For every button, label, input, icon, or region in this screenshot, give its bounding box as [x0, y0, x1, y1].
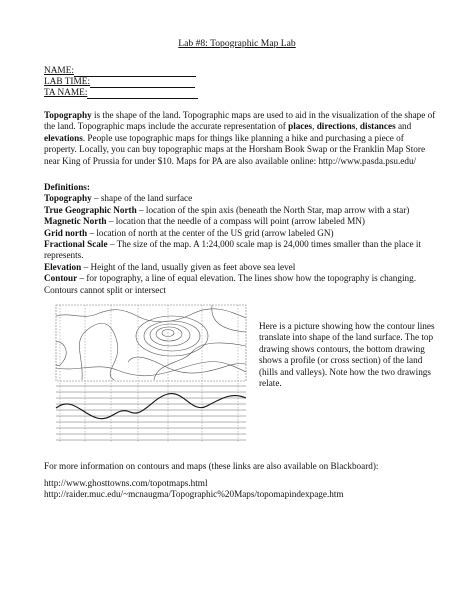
definition-term: True Geographic North — [44, 204, 137, 215]
definition-item — [44, 262, 444, 273]
intro-paragraph — [44, 110, 436, 167]
definition-item — [44, 273, 444, 296]
definition-item — [44, 193, 444, 204]
profile-line — [56, 394, 246, 419]
intro-sep-1: , — [312, 121, 317, 132]
definition-text: – Height of the land, usually given as feet above sea level — [81, 261, 296, 272]
contour-map-drawing — [56, 305, 246, 381]
link-raider-muc[interactable]: http://raider.muc.edu/~mcnaugma/Topographic%20Maps/topomapindexpage.htm — [44, 489, 344, 500]
definition-text: – shape of the land surface — [91, 193, 193, 204]
definition-text: – location that the needle of a compass will point (arrow labeled MN) — [106, 216, 365, 227]
definition-item — [44, 216, 444, 227]
intro-text-2: . People use topographic maps for things like planning a hike and purchasing a piece of property. Locally, you can buy topographic maps at the Horsham Book Swap or the Franklin Map Store near King of Prussia for under $10. Maps for PA are also available online: http://www.pasda.psu.edu/ — [44, 132, 426, 166]
figure-caption: Here is a picture showing how the contour lines translate into shape of the land surface. The top drawing shows contours, the bottom drawing shows a profile (or cross section) of the land (hills and valleys). Note how the two drawings relate. — [259, 321, 435, 389]
definition-term: Fractional Scale — [44, 239, 108, 250]
definition-text: – for topography, a line of equal elevation. The lines show how the topography is changing. Contours cannot split or intersect — [44, 273, 417, 295]
intro-term-topography: Topography — [44, 110, 92, 120]
intro-sep-3: and — [395, 121, 412, 132]
contour-profile-figure — [42, 302, 253, 448]
intro-term-places: places — [288, 121, 313, 132]
lab-time-field-row — [44, 77, 198, 88]
intro-term-elevations: elevations — [44, 132, 83, 143]
definitions-heading: Definitions: — [44, 182, 90, 192]
ta-name-field-label: TA NAME: — [44, 88, 88, 98]
definition-item — [44, 228, 444, 239]
more-info-text: For more information on contours and maps (these links are also available on Blackboard): — [44, 461, 379, 471]
profile-grid — [56, 386, 246, 440]
definition-text: – location of north at the center of the US grid (arrow labeled GN) — [87, 227, 334, 238]
projection-lines — [60, 305, 238, 442]
definition-item — [44, 239, 444, 262]
name-field-row — [44, 66, 198, 77]
intro-term-distances: distances — [359, 121, 396, 132]
intro-text-1: is the shape of the land. Topographic maps are used to aid in the visualization of the shape of the land. Topographic maps include the accurate representation of — [44, 110, 436, 132]
definition-text: – The size of the map. A 1:24,000 scale map is 24,000 times smaller than the place it represents. — [44, 239, 421, 261]
link-ghosttowns[interactable]: http://www.ghosttowns.com/topotmaps.html — [44, 478, 208, 488]
ta-name-field-line[interactable] — [87, 98, 198, 99]
definition-term: Topography — [44, 193, 92, 204]
lab-time-field-label: LAB TIME: — [44, 77, 91, 87]
page-title-text: Lab #8: Topographic Map Lab — [178, 38, 296, 49]
student-info-fields — [44, 66, 198, 99]
page-title — [0, 38, 474, 49]
definition-term: Magnetic North — [44, 216, 107, 227]
ta-name-field-row — [44, 88, 198, 99]
definition-term: Elevation — [44, 261, 82, 272]
name-field-label: NAME: — [44, 66, 74, 76]
intro-sep-2: , — [355, 121, 360, 132]
definition-term: Grid north — [44, 227, 88, 238]
links-list — [44, 478, 454, 501]
definition-item — [44, 205, 444, 216]
definition-text: – location of the spin axis (beneath the North Star, map arrow with a star) — [136, 204, 410, 215]
definitions-section — [44, 182, 444, 296]
definition-term: Contour — [44, 273, 78, 284]
intro-term-directions: directions — [316, 121, 356, 132]
